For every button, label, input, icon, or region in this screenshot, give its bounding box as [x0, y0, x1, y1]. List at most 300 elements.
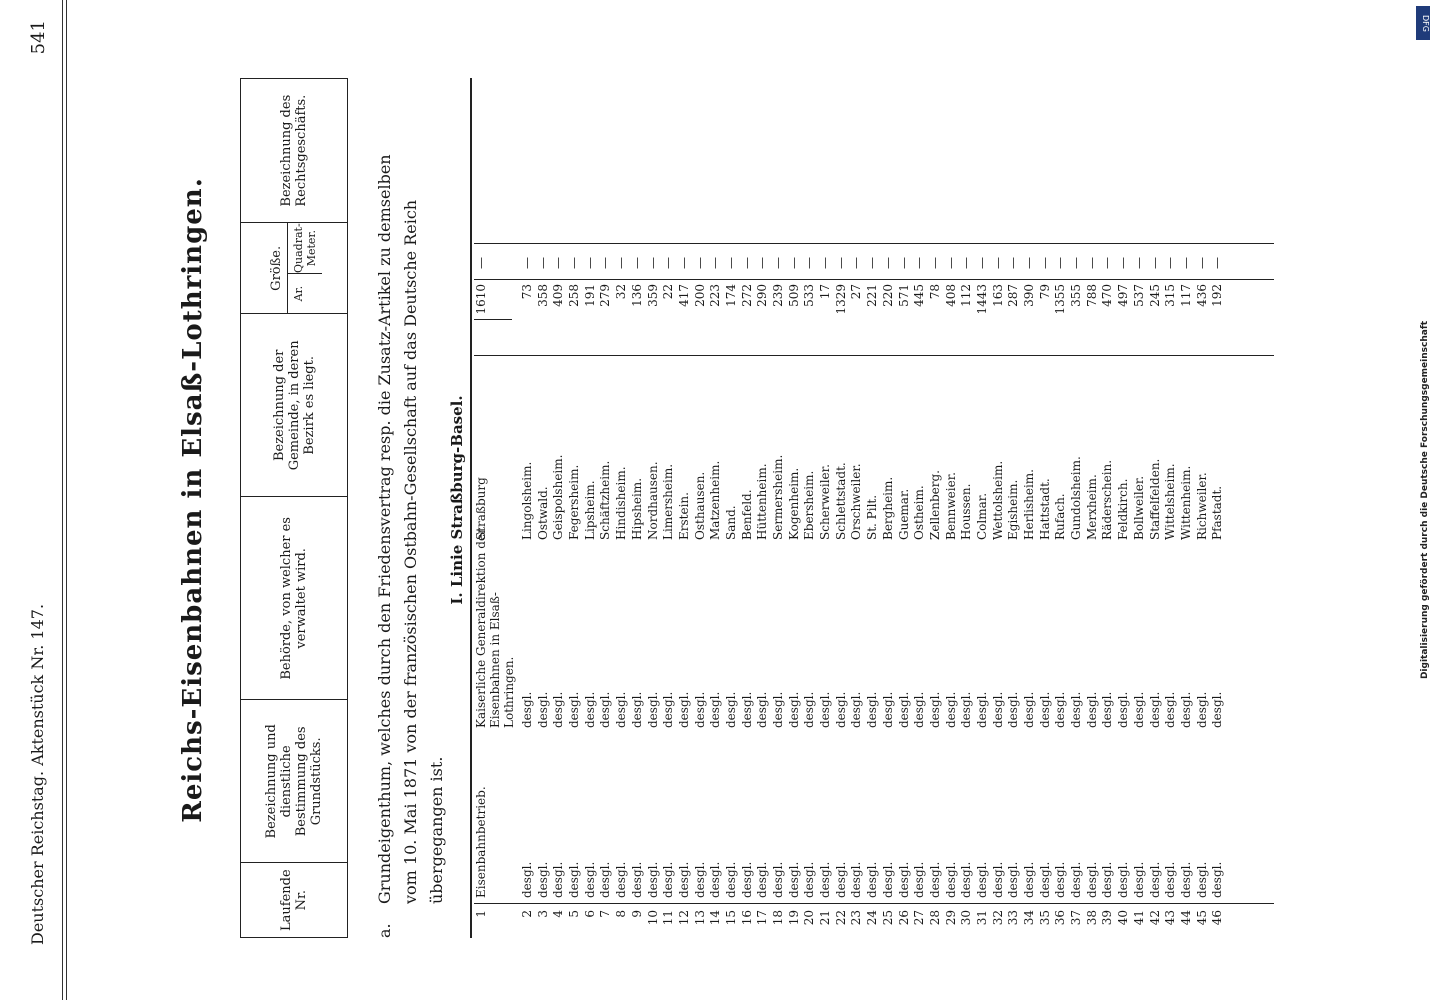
row-ar: 509 [786, 284, 801, 307]
row-behoerde: desgl. [676, 691, 691, 728]
row-gemeinde: Sermersheim. [771, 454, 785, 540]
table-row [1148, 78, 1164, 938]
row-gemeinde: Matzenheim. [708, 460, 723, 540]
row-behoerde: desgl. [739, 691, 754, 728]
col-groesse-label: Größe. [266, 223, 288, 313]
table-row [536, 78, 552, 938]
col-gemeinde: Bezeichnung der Gemeinde, in deren Bezirk es liegt. [241, 314, 348, 497]
row-bezeichnung: desgl. [1037, 861, 1052, 898]
row-number: 21 [818, 910, 833, 926]
row-bezeichnung: desgl. [1116, 861, 1131, 898]
row-bezeichnung: Eisenbahnbetrieb. [474, 786, 488, 898]
row-ar: 445 [912, 284, 927, 307]
row-behoerde: desgl. [1053, 691, 1068, 728]
row-qm: — [771, 257, 785, 269]
row-gemeinde: Merxheim. [1084, 474, 1099, 540]
row-bezeichnung: desgl. [1147, 861, 1162, 898]
row-ar: 191 [582, 284, 597, 307]
row-number: 7 [598, 910, 613, 918]
header-rule [62, 0, 67, 1000]
row-ar: 117 [1178, 284, 1193, 307]
row-number: 8 [614, 910, 629, 918]
row-qm: — [598, 257, 613, 269]
row-qm: — [1131, 257, 1146, 269]
row-qm: — [520, 257, 534, 269]
col-rechtsgeschaeft: Bezeichnung des Rechtsgeschäfts. [241, 79, 348, 223]
row-ar: 1443 [974, 284, 989, 315]
col-bezeichnung: Bezeichnung und dienstliche Bestimmung des Grundstücks. [241, 700, 348, 863]
row-number: 4 [551, 910, 566, 918]
row-gemeinde: Limersheim. [661, 463, 676, 540]
table-rows [474, 78, 1226, 938]
row-gemeinde: Schlettstadt. [833, 462, 848, 540]
row-behoerde: desgl. [708, 691, 723, 728]
row-gemeinde: Geispolsheim. [551, 454, 566, 540]
funding-watermark [1416, 0, 1432, 1000]
row-bezeichnung: desgl. [582, 861, 597, 898]
row-ar: 174 [723, 284, 738, 307]
intro-label: a. [375, 923, 394, 938]
row-number: 28 [927, 910, 942, 926]
row-ar: 537 [1131, 284, 1146, 307]
row-bezeichnung: desgl. [880, 861, 895, 898]
row-gemeinde: Orschweiler. [849, 463, 864, 540]
row-ar: 272 [739, 284, 754, 307]
row-qm: — [692, 257, 707, 269]
row-bezeichnung: desgl. [912, 861, 927, 898]
table-row [849, 78, 865, 938]
row-gemeinde: Wettolsheim. [990, 460, 1005, 540]
row-bezeichnung: desgl. [771, 861, 785, 898]
row-bezeichnung: desgl. [849, 861, 864, 898]
row-bezeichnung: desgl. [520, 861, 534, 898]
table-row [693, 78, 709, 938]
row-gemeinde: Erstein. [676, 492, 691, 540]
table-row [1195, 78, 1211, 938]
row-gemeinde: Schäftzheim. [598, 460, 613, 540]
row-qm: — [1084, 257, 1099, 269]
row-ar: 258 [567, 284, 582, 307]
table-row [1085, 78, 1101, 938]
row-gemeinde: Ostwald. [535, 486, 550, 540]
row-gemeinde: Hindisheim. [614, 466, 629, 540]
row-bezeichnung: desgl. [1131, 861, 1146, 898]
row-behoerde: desgl. [943, 691, 958, 728]
row-ar: 17 [818, 284, 833, 300]
table-row [1132, 78, 1148, 938]
row-ar: 1610 [474, 284, 488, 315]
row-number: 36 [1053, 910, 1068, 926]
row-behoerde: desgl. [818, 691, 833, 728]
row-behoerde: desgl. [833, 691, 848, 728]
table-row [1053, 78, 1069, 938]
row-bezeichnung: desgl. [1006, 861, 1021, 898]
row-number: 24 [865, 910, 880, 926]
row-bezeichnung: desgl. [1053, 861, 1068, 898]
row-gemeinde: Guemar. [896, 488, 911, 540]
row-bezeichnung: desgl. [676, 861, 691, 898]
row-ar: 22 [661, 284, 676, 300]
row-number: 9 [629, 910, 644, 918]
row-qm: — [1053, 257, 1068, 269]
col-nr: Laufende Nr. [241, 863, 348, 938]
row-behoerde: desgl. [1084, 691, 1099, 728]
row-bezeichnung: desgl. [943, 861, 958, 898]
table-row [787, 78, 803, 938]
row-number: 16 [739, 910, 754, 926]
row-behoerde: desgl. [1006, 691, 1021, 728]
col-behoerde: Behörde, von welcher es verwaltet wird. [241, 497, 348, 700]
row-gemeinde: Hattstadt. [1037, 478, 1052, 540]
row-ar: 32 [614, 284, 629, 300]
row-qm: — [474, 257, 488, 269]
row-gemeinde: Wittelsheim. [1163, 463, 1178, 540]
row-qm: — [645, 257, 660, 269]
row-ar: 359 [645, 284, 660, 307]
col-groesse [241, 223, 348, 314]
row-gemeinde: Colmar. [974, 492, 989, 540]
row-behoerde: desgl. [1147, 691, 1162, 728]
row-gemeinde: Benfeld. [739, 489, 754, 540]
row-ar: 470 [1100, 284, 1115, 307]
row-number: 38 [1084, 910, 1099, 926]
row-gemeinde: Hüttenheim. [755, 463, 770, 540]
row-behoerde: desgl. [598, 691, 613, 728]
row-behoerde: desgl. [661, 691, 676, 728]
row-number: 22 [833, 910, 848, 926]
row-ar: 408 [943, 284, 958, 307]
row-ar: 220 [880, 284, 895, 307]
row-bezeichnung: desgl. [833, 861, 848, 898]
row-number: 10 [645, 910, 660, 926]
row-gemeinde: Gundolsheim. [1069, 456, 1084, 540]
row-gemeinde: St. Pilt. [865, 494, 880, 540]
col-ar: Ar. [288, 273, 322, 313]
row-behoerde: desgl. [896, 691, 911, 728]
row-behoerde: desgl. [582, 691, 597, 728]
row-qm: — [551, 257, 566, 269]
table-row [1179, 78, 1195, 938]
row-gemeinde: Bergheim. [880, 476, 895, 540]
row-ar: 27 [849, 284, 864, 300]
row-qm: — [849, 257, 864, 269]
row-gemeinde: Sand. [723, 505, 738, 540]
row-behoerde: desgl. [692, 691, 707, 728]
row-behoerde: desgl. [974, 691, 989, 728]
row-number: 46 [1210, 910, 1225, 926]
row-gemeinde: Egisheim. [1006, 479, 1021, 540]
row-gemeinde: Straßburg [474, 477, 488, 540]
row-number: 43 [1163, 910, 1178, 926]
row-behoerde: desgl. [880, 691, 895, 728]
row-gemeinde: Herlisheim. [1022, 469, 1036, 540]
row-number: 14 [708, 910, 723, 926]
table-row [818, 78, 834, 938]
running-header [28, 40, 58, 945]
row-gemeinde: Kogenheim. [786, 467, 801, 540]
row-bezeichnung: desgl. [535, 861, 550, 898]
row-bezeichnung: desgl. [692, 861, 707, 898]
intro-paragraph [372, 118, 450, 938]
row-gemeinde: Scherweiler. [818, 464, 833, 540]
row-ar: 571 [896, 284, 911, 307]
row-qm: — [535, 257, 550, 269]
row-bezeichnung: desgl. [614, 861, 629, 898]
row-bezeichnung: desgl. [598, 861, 613, 898]
row-behoerde: desgl. [551, 691, 566, 728]
table-row [755, 78, 771, 938]
row-behoerde: desgl. [1116, 691, 1131, 728]
page-title: Reichs-Eisenbahnen in Elsaß-Lothringen. [178, 177, 208, 823]
table-row [598, 78, 614, 938]
row-ar: 112 [959, 284, 974, 307]
table-row [897, 78, 913, 938]
row-qm: — [927, 257, 942, 269]
row-ar: 200 [692, 284, 707, 307]
row-qm: — [1100, 257, 1115, 269]
row-behoerde: desgl. [959, 691, 974, 728]
row-ar: 245 [1147, 284, 1162, 307]
row-gemeinde: Richweiler. [1194, 472, 1209, 540]
table-row [661, 78, 677, 938]
row-ar: 287 [1006, 284, 1021, 307]
row-qm: — [1022, 257, 1036, 269]
row-bezeichnung: desgl. [786, 861, 801, 898]
row-ar: 1329 [833, 284, 848, 315]
row-bezeichnung: desgl. [755, 861, 770, 898]
row-number: 34 [1022, 910, 1036, 926]
row-number: 19 [786, 910, 801, 926]
row-gemeinde: Rufach. [1053, 493, 1068, 540]
table-row [740, 78, 756, 938]
row-qm: — [614, 257, 629, 269]
row-ar: 136 [629, 284, 644, 307]
table-row [975, 78, 991, 938]
row-bezeichnung: desgl. [708, 861, 723, 898]
row-behoerde: desgl. [927, 691, 942, 728]
table-row [724, 78, 740, 938]
row-ar: 355 [1069, 284, 1084, 307]
row-number: 23 [849, 910, 864, 926]
row-number: 27 [912, 910, 927, 926]
table-row [1069, 78, 1085, 938]
row-ar: 73 [520, 284, 534, 300]
row-qm: — [629, 257, 644, 269]
row-bezeichnung: desgl. [927, 861, 942, 898]
row-ar: 79 [1037, 284, 1052, 300]
table-row [834, 78, 850, 938]
row-number: 30 [959, 910, 974, 926]
row-behoerde: desgl. [614, 691, 629, 728]
row-gemeinde: Feldkirch. [1116, 478, 1131, 540]
row-ar: 221 [865, 284, 880, 307]
row-qm: — [912, 257, 927, 269]
row-number: 17 [755, 910, 770, 926]
row-qm: — [676, 257, 691, 269]
row-behoerde: desgl. [1210, 691, 1225, 728]
row-ar: 390 [1022, 284, 1036, 307]
row-behoerde: desgl. [645, 691, 660, 728]
row-ar: 239 [771, 284, 785, 307]
row-qm: — [1069, 257, 1084, 269]
row-gemeinde: Pfastadt. [1210, 485, 1225, 540]
row-number: 25 [880, 910, 895, 926]
row-qm: — [896, 257, 911, 269]
row-behoerde: desgl. [786, 691, 801, 728]
row-gemeinde: Staffelfelden. [1147, 458, 1162, 540]
row-number: 29 [943, 910, 958, 926]
row-gemeinde: Bennweier. [943, 472, 958, 540]
row-behoerde: desgl. [1022, 691, 1036, 728]
column-header-table [240, 78, 348, 938]
row-number: 45 [1194, 910, 1209, 926]
row-qm: — [802, 257, 817, 269]
row-bezeichnung: desgl. [1100, 861, 1115, 898]
row-number: 11 [661, 910, 676, 926]
table-row [771, 78, 787, 938]
row-qm: — [1006, 257, 1021, 269]
row-number: 5 [567, 910, 582, 918]
row-gemeinde: Bollweiler. [1131, 475, 1146, 540]
row-ar: 290 [755, 284, 770, 307]
table-row [1210, 78, 1226, 938]
row-qm: — [739, 257, 754, 269]
table-row [1038, 78, 1054, 938]
row-behoerde: desgl. [567, 691, 582, 728]
row-qm: — [865, 257, 880, 269]
row-qm: — [943, 257, 958, 269]
row-ar: 163 [990, 284, 1005, 307]
row-bezeichnung: desgl. [865, 861, 880, 898]
table-row [1116, 78, 1132, 938]
row-qm: — [1194, 257, 1209, 269]
row-qm: — [1037, 257, 1052, 269]
row-behoerde: desgl. [1069, 691, 1084, 728]
row-number: 18 [771, 910, 785, 926]
row-qm: — [818, 257, 833, 269]
row-behoerde: desgl. [865, 691, 880, 728]
row-gemeinde: Houssen. [959, 483, 974, 540]
intro-text: Grundeigenthum, welches durch den Friedensvertrag resp. die Zusatz-Artikel zu demselben vom 10. Mai 1871 von der französischen Ostbahn-Gesellschaft auf das Deutsche Reich übergegangen ist. [375, 154, 446, 904]
row-bezeichnung: desgl. [990, 861, 1005, 898]
row-behoerde: desgl. [1100, 691, 1115, 728]
row-behoerde: desgl. [802, 691, 817, 728]
row-bezeichnung: desgl. [645, 861, 660, 898]
row-gemeinde: Osthausen. [692, 471, 707, 540]
section-heading: I. Linie Straßburg-Basel. [448, 395, 466, 605]
row-ar: 279 [598, 284, 613, 307]
row-number: 20 [802, 910, 817, 926]
table-row [944, 78, 960, 938]
table-row [1022, 78, 1038, 938]
row-gemeinde: Fegersheim. [567, 464, 582, 540]
row-qm: — [1178, 257, 1193, 269]
row-number: 44 [1178, 910, 1193, 926]
row-behoerde: desgl. [990, 691, 1005, 728]
row-behoerde: desgl. [535, 691, 550, 728]
table-row [1006, 78, 1022, 938]
col-qm: Quadrat-Meter. [292, 223, 318, 273]
table-row [802, 78, 818, 938]
row-qm: — [880, 257, 895, 269]
row-number: 35 [1037, 910, 1052, 926]
row-bezeichnung: desgl. [818, 861, 833, 898]
row-ar: 1355 [1053, 284, 1068, 315]
row-ar: 788 [1084, 284, 1099, 307]
row-ar: 315 [1163, 284, 1178, 307]
table-row [520, 78, 536, 938]
table-row [881, 78, 897, 938]
row-gemeinde: Lingolsheim. [520, 461, 534, 540]
row-behoerde: desgl. [912, 691, 927, 728]
row-bezeichnung: desgl. [802, 861, 817, 898]
row-gemeinde: Hipsheim. [629, 477, 644, 540]
table-row [928, 78, 944, 938]
row-number: 40 [1116, 910, 1131, 926]
row-bezeichnung: desgl. [551, 861, 566, 898]
row-number: 31 [974, 910, 989, 926]
row-bezeichnung: desgl. [629, 861, 644, 898]
row-gemeinde: Nordhausen. [645, 461, 660, 540]
table-row [865, 78, 881, 938]
row-number: 26 [896, 910, 911, 926]
row-behoerde: desgl. [629, 691, 644, 728]
row-gemeinde: Ostheim. [912, 485, 927, 540]
table-row [567, 78, 583, 938]
table-row [614, 78, 630, 938]
row-bezeichnung: desgl. [567, 861, 582, 898]
table-row [551, 78, 567, 938]
row-bezeichnung: desgl. [959, 861, 974, 898]
row-qm: — [567, 257, 582, 269]
row-gemeinde: Wittenheim. [1178, 465, 1193, 540]
row-bezeichnung: desgl. [1084, 861, 1099, 898]
row-number: 1 [474, 910, 488, 918]
table-row [630, 78, 646, 938]
table-row [583, 78, 599, 938]
table-row [959, 78, 975, 938]
row-qm: — [974, 257, 989, 269]
row-behoerde: desgl. [755, 691, 770, 728]
page-number: 541 [28, 20, 49, 55]
row-ar: 497 [1116, 284, 1131, 307]
row-gemeinde: Lipsheim. [582, 480, 597, 540]
row-bezeichnung: desgl. [723, 861, 738, 898]
table-row [708, 78, 724, 938]
row-number: 42 [1147, 910, 1162, 926]
row-number: 41 [1131, 910, 1146, 926]
row-gemeinde: Ebersheim. [802, 470, 817, 540]
row-bezeichnung: desgl. [1178, 861, 1193, 898]
row-number: 37 [1069, 910, 1084, 926]
row-qm: — [959, 257, 974, 269]
table-row [1163, 78, 1179, 938]
row-ar: 409 [551, 284, 566, 307]
row-number: 32 [990, 910, 1005, 926]
row-ar: 436 [1194, 284, 1209, 307]
row-bezeichnung: desgl. [1163, 861, 1178, 898]
row-bezeichnung: desgl. [1022, 861, 1036, 898]
row-qm: — [708, 257, 723, 269]
row-qm: — [723, 257, 738, 269]
table-row [677, 78, 693, 938]
row-bezeichnung: desgl. [974, 861, 989, 898]
row-bezeichnung: desgl. [661, 861, 676, 898]
row-behoerde: desgl. [849, 691, 864, 728]
row-behoerde: desgl. [1163, 691, 1178, 728]
row-behoerde: desgl. [520, 691, 534, 728]
table-row [912, 78, 928, 938]
